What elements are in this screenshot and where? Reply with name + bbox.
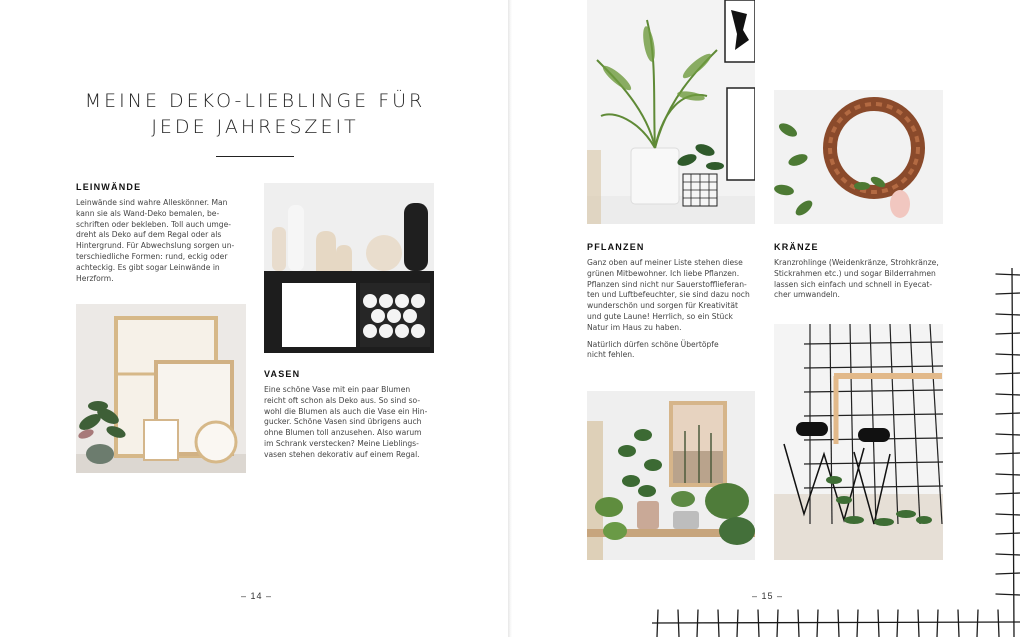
text-line: cher umwandeln.	[774, 290, 840, 300]
text-line: Herzform.	[76, 273, 114, 283]
text-line: Pflanzen sind nicht nur Sauerstofflieferan-	[587, 279, 747, 289]
page-number-left: – 14 –	[241, 591, 273, 601]
text-line: wunderschön und sorgen für Kreativität	[587, 301, 739, 311]
text-line: vasen stehen dekorativ auf einem Regal.	[264, 449, 420, 459]
text-line: lassen sich einfach und schnell in Eyecat-	[774, 279, 933, 289]
text-line: Eine schöne Vase mit ein paar Blumen	[264, 385, 411, 394]
text-line: ohne Blumen toll anzusehen. Also warum	[264, 428, 422, 438]
text-line: wohl die Blumen als auch die Vase ein Hin-	[264, 406, 428, 416]
grid-decoration	[652, 268, 1020, 637]
right-page	[512, 0, 1020, 637]
text-line: Natürlich dürfen schöne Übertöpfe	[587, 339, 719, 349]
page-title: MEINE DEKO-LIEBLINGE FÜR JEDE JAHRESZEIT	[84, 90, 426, 138]
photo-vases	[264, 183, 434, 353]
photo-canvases	[76, 304, 246, 473]
text-line: ten und Luftbefeuchter, sie sind dazu noch	[587, 290, 750, 300]
text-line: kann sie als Wand-Deko bemalen, be-	[76, 208, 220, 218]
text-line: gucker. Schöne Vasen sind übrigens auch	[264, 417, 422, 427]
text-line: und gute Laune! Herrlich, so ein Stück	[587, 311, 733, 321]
left-page	[0, 0, 508, 637]
text-line: reicht oft schon als Deko aus. So sind so-	[264, 395, 421, 405]
text-line: schriften oder bekleben. Toll auch umge-	[76, 219, 232, 229]
heading-leinwaende: LEINWÄNDE	[76, 182, 142, 192]
text-line: im Schrank verstecken? Meine Lieblings-	[264, 438, 419, 448]
text-line: Kranzrohlinge (Weidenkränze, Strohkränze,	[774, 258, 939, 267]
text-line: Leinwände sind wahre Alleskönner. Man	[76, 198, 228, 207]
heading-pflanzen: PFLANZEN	[587, 242, 645, 252]
text-line: Hintergrund. Für Abwechslung sorgen un-	[76, 241, 235, 251]
text-line: grünen Mitbewohner. Ich liebe Pflanzen.	[587, 268, 740, 278]
heading-kraenze: KRÄNZE	[774, 242, 819, 252]
photo-palm	[587, 0, 755, 224]
text-line: dreht als Deko auf dem Regal oder als	[76, 230, 222, 240]
text-line: nicht fehlen.	[587, 350, 635, 360]
heading-vasen: VASEN	[264, 369, 301, 379]
photo-wreath	[774, 90, 943, 224]
text-line: achteckig. Es gibt sogar Leinwände in	[76, 262, 220, 272]
page-number-right: – 15 –	[752, 591, 784, 601]
title-divider	[216, 156, 294, 157]
text-vasen	[264, 385, 439, 461]
text-line: Ganz oben auf meiner Liste stehen diese	[587, 258, 743, 267]
text-line: Stickrahmen etc.) und sogar Bilderrahmen	[774, 268, 936, 278]
text-line: Natur im Haus zu haben.	[587, 322, 682, 332]
text-leinwaende	[76, 198, 251, 284]
text-line: terschiedliche Formen: rund, eckig oder	[76, 251, 228, 261]
